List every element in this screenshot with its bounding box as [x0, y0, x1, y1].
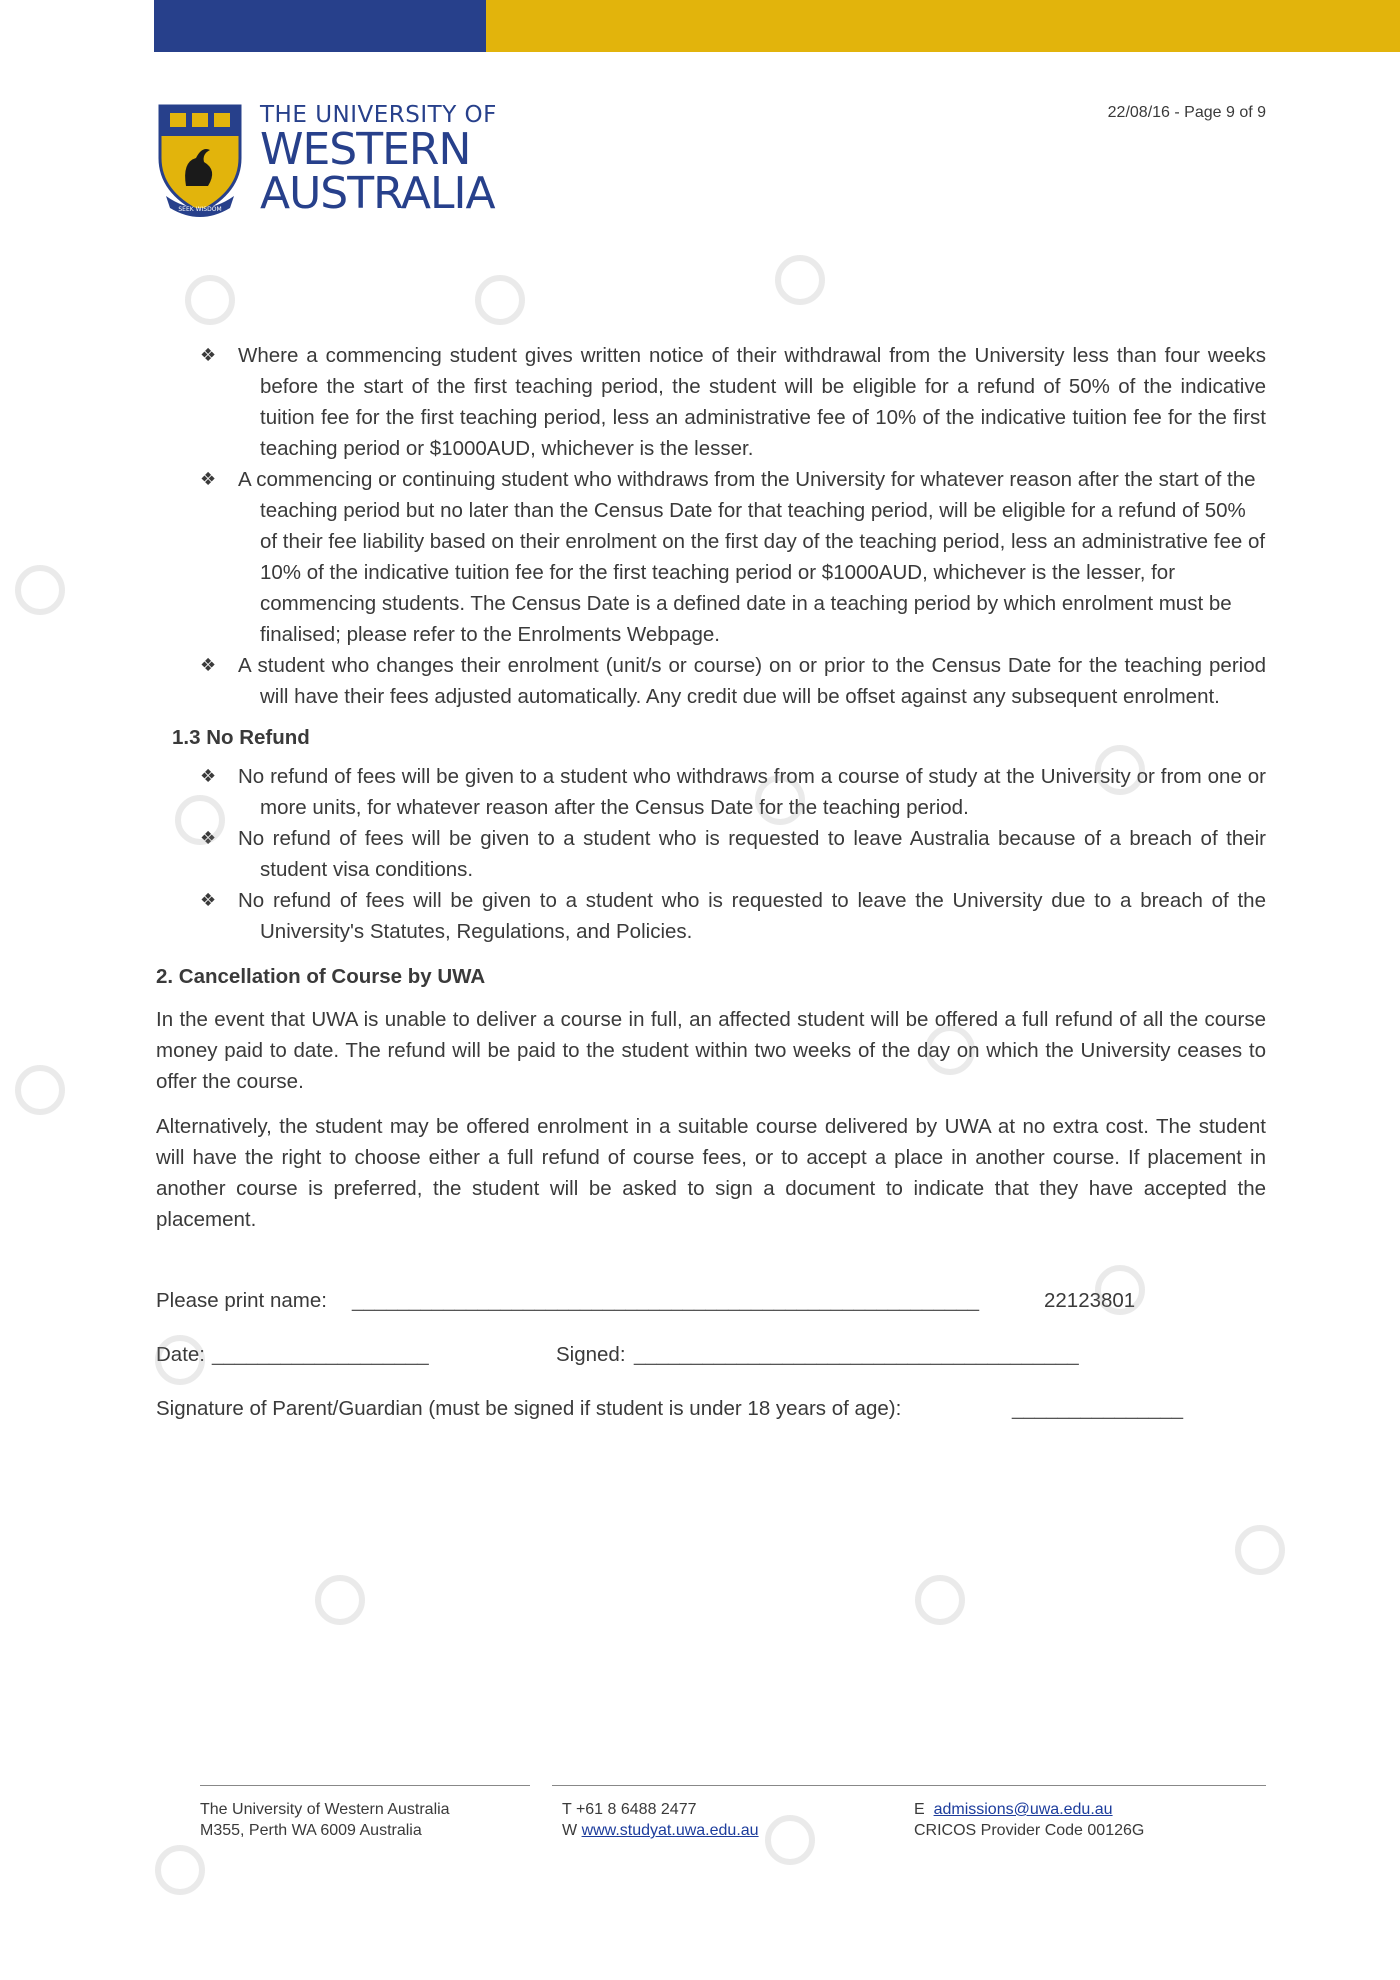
no-refund-bullet	[156, 885, 1266, 947]
bullet-icon: ❖	[200, 890, 217, 910]
guardian-line[interactable]: _______________	[1012, 1397, 1184, 1420]
footer-email-link[interactable]: admissions@uwa.edu.au	[933, 1801, 1113, 1818]
name-value: 22123801	[1044, 1289, 1136, 1312]
date-label: Date:	[156, 1343, 205, 1366]
footer-rule	[552, 1785, 1266, 1786]
watermark-icon	[918, 1578, 962, 1622]
name-label: Please print name:	[156, 1289, 327, 1312]
watermark-icon	[18, 568, 62, 612]
document-body	[156, 340, 1266, 1447]
email-label: E	[914, 1801, 925, 1818]
footer-org: The University of Western Australia	[200, 1801, 450, 1818]
signed-label: Signed:	[556, 1343, 626, 1366]
bullet-text: No refund of fees will be given to a student who is requested to leave the University due to a breach of the University's Statutes, Regulations, and Policies.	[238, 889, 1266, 943]
page-info: 22/08/16 - Page 9 of 9	[1107, 104, 1266, 121]
date-line[interactable]: ___________________	[212, 1343, 429, 1366]
watermark-icon	[778, 258, 822, 302]
logo-line-3: AUSTRALIA	[260, 168, 495, 219]
name-line[interactable]: _______________________________________________________	[352, 1289, 980, 1312]
cancellation-paragraph-1: In the event that UWA is unable to deliver a course in full, an affected student will be offered a full refund of all the course money paid to date. The refund will be paid to the student within two weeks of the day on which the University ceases to offer the course.	[156, 1008, 1266, 1093]
footer-postal: M355, Perth WA 6009 Australia	[200, 1822, 422, 1839]
name-row	[156, 1285, 1266, 1339]
bullet-icon: ❖	[200, 655, 217, 675]
bullet-icon: ❖	[200, 345, 217, 365]
date-signed-row	[156, 1339, 1266, 1393]
bullet-text: A student who changes their enrolment (unit/s or course) on or prior to the Census Date for the teaching period will have their fees adjusted automatically. Any credit due will be offset against any subsequent enrolment.	[238, 654, 1266, 708]
guardian-label: Signature of Parent/Guardian (must be signed if student is under 18 years of age):	[156, 1397, 902, 1420]
bullet-icon: ❖	[200, 469, 217, 489]
refund-bullet	[156, 464, 1266, 650]
watermark-icon	[158, 1848, 202, 1892]
guardian-row	[156, 1393, 1266, 1447]
bullet-icon: ❖	[200, 766, 217, 786]
footer-rule	[200, 1785, 530, 1786]
header-gold-bar	[486, 0, 1400, 52]
watermark-icon	[318, 1578, 362, 1622]
footer	[200, 1785, 1266, 1845]
no-refund-heading: 1.3 No Refund	[172, 726, 310, 749]
university-logo	[152, 100, 497, 220]
logo-line-1: THE UNIVERSITY OF	[260, 102, 497, 128]
cancellation-paragraph-2: Alternatively, the student may be offered enrolment in a suitable course delivered by UWA at no extra cost. The student will have the right to choose either a full refund of course fees, or to accept a place in another course. If placement in another course is preferred, the student will be asked to sign a document to indicate that they have accepted the placement.	[156, 1115, 1266, 1231]
logo-line-2: WESTERN	[260, 124, 471, 175]
crest-motto: SEEK WISDOM	[178, 206, 222, 213]
bullet-text: Where a commencing student gives written notice of their withdrawal from the University less than four weeks before the start of the first teaching period, the student will be eligible for a refund of 50% of the indicative tuition fee for the first teaching period, less an administrative fee of 10% of the indicative tuition fee for the first teaching period or $1000AUD, whichever is the lesser.	[238, 344, 1266, 460]
refund-bullet	[156, 340, 1266, 464]
watermark-icon	[1238, 1528, 1282, 1572]
web-label: W	[562, 1822, 578, 1839]
watermark-icon	[478, 278, 522, 322]
footer-contact	[562, 1799, 759, 1841]
signed-line[interactable]: _______________________________________	[634, 1343, 1079, 1366]
cancellation-heading: 2. Cancellation of Course by UWA	[156, 965, 486, 988]
bullet-text: A commencing or continuing student who withdraws from the University for whatever reason after the start of the teaching period but no later than the Census Date for that teaching period, will be eligible for a refund of 50% of their fee liability based on their enrolment on the first day of the teaching period, less an administrative fee of 10% of the indicative tuition fee for the first teaching period or $1000AUD, whichever is the lesser, for commencing students. The Census Date is a defined date in a teaching period by which enrolment must be finalised; please refer to the Enrolments Webpage.	[238, 468, 1266, 646]
bullet-text: No refund of fees will be given to a student who withdraws from a course of study at the University or from one or more units, for whatever reason after the Census Date for the teaching period.	[238, 765, 1266, 819]
no-refund-bullet	[156, 761, 1266, 823]
bullet-icon: ❖	[200, 828, 217, 848]
logo-wordmark	[260, 102, 497, 219]
footer-cricos: CRICOS Provider Code 00126G	[914, 1822, 1145, 1839]
footer-email-block	[914, 1799, 1144, 1841]
footer-website-link[interactable]: www.studyat.uwa.edu.au	[581, 1822, 759, 1839]
header-blue-bar	[154, 0, 486, 52]
watermark-icon	[18, 1068, 62, 1112]
footer-address	[200, 1799, 450, 1841]
footer-phone: +61 8 6488 2477	[575, 1801, 697, 1818]
watermark-icon	[188, 278, 232, 322]
no-refund-bullet	[156, 823, 1266, 885]
crest-icon	[152, 100, 248, 218]
refund-bullet	[156, 650, 1266, 712]
phone-label: T	[562, 1801, 572, 1818]
bullet-text: No refund of fees will be given to a student who is requested to leave Australia because of a breach of their student visa conditions.	[238, 827, 1266, 881]
